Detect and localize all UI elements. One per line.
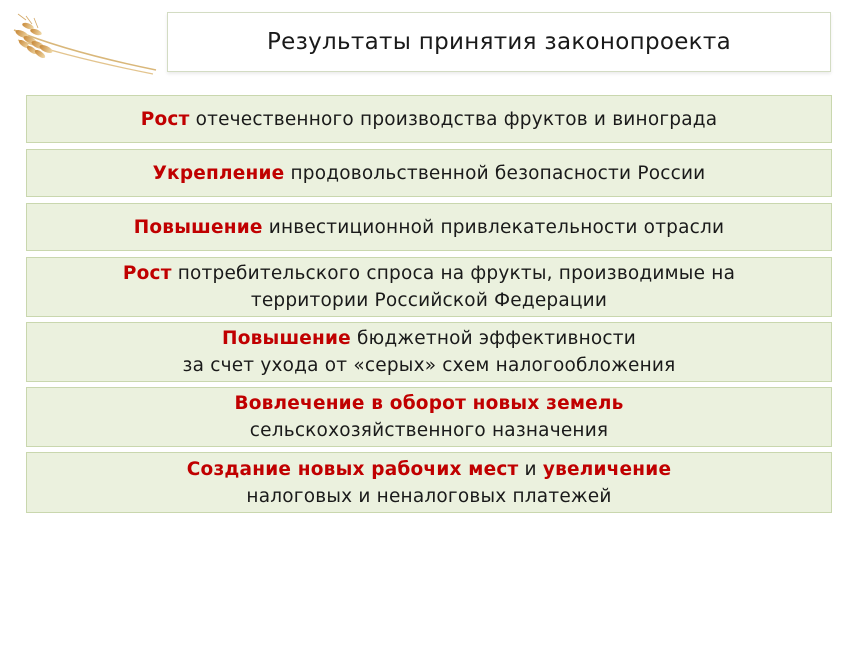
wheat-icon [8, 12, 158, 82]
item-text: инвестиционной привлекательности отрасли [262, 216, 725, 238]
result-item-5 [26, 322, 832, 382]
page-title: Результаты принятия законопроекта [267, 29, 731, 55]
item-line-2: за счет ухода от «серых» схем налогообложения [182, 355, 676, 376]
item-text: продовольственной безопасности России [284, 162, 706, 184]
item-text: бюджетной эффективности [350, 328, 636, 349]
item-line [134, 214, 725, 241]
item-line [187, 456, 671, 483]
result-item-4 [26, 257, 832, 317]
item-keyword: Рост [122, 263, 172, 284]
item-line [153, 160, 706, 187]
result-item-3 [26, 203, 832, 251]
item-keyword: Создание новых рабочих мест [186, 458, 519, 480]
item-keyword: Повышение [222, 328, 351, 349]
item-line [222, 325, 636, 352]
item-keyword: Рост [140, 108, 190, 130]
item-text: отечественного производства фруктов и винограда [189, 108, 718, 130]
result-item-1 [26, 95, 832, 143]
item-line-2: сельскохозяйственного назначения [249, 420, 609, 441]
item-keyword: Повышение [133, 216, 263, 238]
item-line [141, 106, 718, 133]
item-keyword: Укрепление [152, 162, 285, 184]
item-keyword-2: увеличение [542, 458, 672, 480]
item-line [123, 260, 735, 287]
item-line-2: территории Российской Федерации [250, 290, 608, 311]
result-item-7 [26, 452, 832, 513]
item-line-2: налоговых и неналоговых платежей [246, 485, 612, 507]
item-text: потребительского спроса на фрукты, производимые на [171, 263, 736, 284]
item-keyword: Вовлечение в оборот новых земель [234, 393, 624, 414]
item-text: и [518, 458, 543, 480]
result-item-6 [26, 387, 832, 447]
title-box [167, 12, 831, 72]
result-item-2 [26, 149, 832, 197]
